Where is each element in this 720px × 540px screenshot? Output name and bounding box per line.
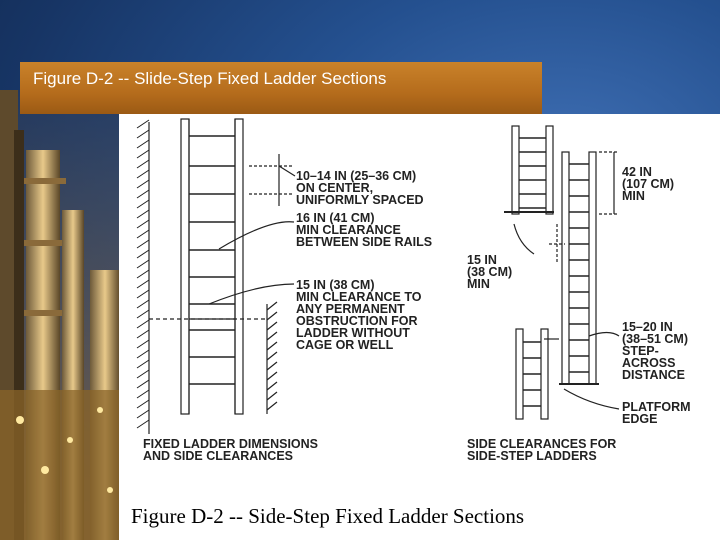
- label-step-across: 15–20 IN (38–51 CM) STEP- ACROSS DISTANCE: [622, 320, 688, 382]
- refinery-image: [0, 90, 125, 540]
- right-ladder-drawing: [504, 126, 619, 419]
- left-ladder-drawing: [137, 119, 295, 434]
- label-side-rail-clearance: 16 IN (41 CM) MIN CLEARANCE BETWEEN SIDE RAILS: [296, 211, 433, 249]
- figure-panel: [119, 114, 720, 540]
- label-obstruction-clearance: 15 IN (38 CM) MIN CLEARANCE TO ANY PERMANENT OBSTRUCTION FOR LADDER WITHOUT CAGE OR WELL: [296, 278, 422, 352]
- right-diagram-labels: [467, 165, 694, 463]
- figure-caption: Figure D-2 -- Side-Step Fixed Ladder Sections: [131, 504, 525, 528]
- label-platform-edge: PLATFORM EDGE: [622, 400, 691, 426]
- label-rung-spacing: 10–14 IN (25–36 CM) ON CENTER, UNIFORMLY SPACED: [296, 169, 424, 207]
- slide-title: Figure D-2 -- Slide-Step Fixed Ladder Sections: [33, 69, 387, 88]
- label-ladder-height: 42 IN (107 CM) MIN: [622, 165, 675, 203]
- ladder-diagram: [119, 114, 720, 540]
- left-diagram-title: FIXED LADDER DIMENSIONS AND SIDE CLEARANCES: [143, 437, 319, 463]
- label-side-clearance: 15 IN (38 CM) MIN: [467, 253, 513, 291]
- left-diagram-labels: [143, 169, 432, 463]
- right-diagram-title: SIDE CLEARANCES FOR SIDE-STEP LADDERS: [467, 437, 617, 463]
